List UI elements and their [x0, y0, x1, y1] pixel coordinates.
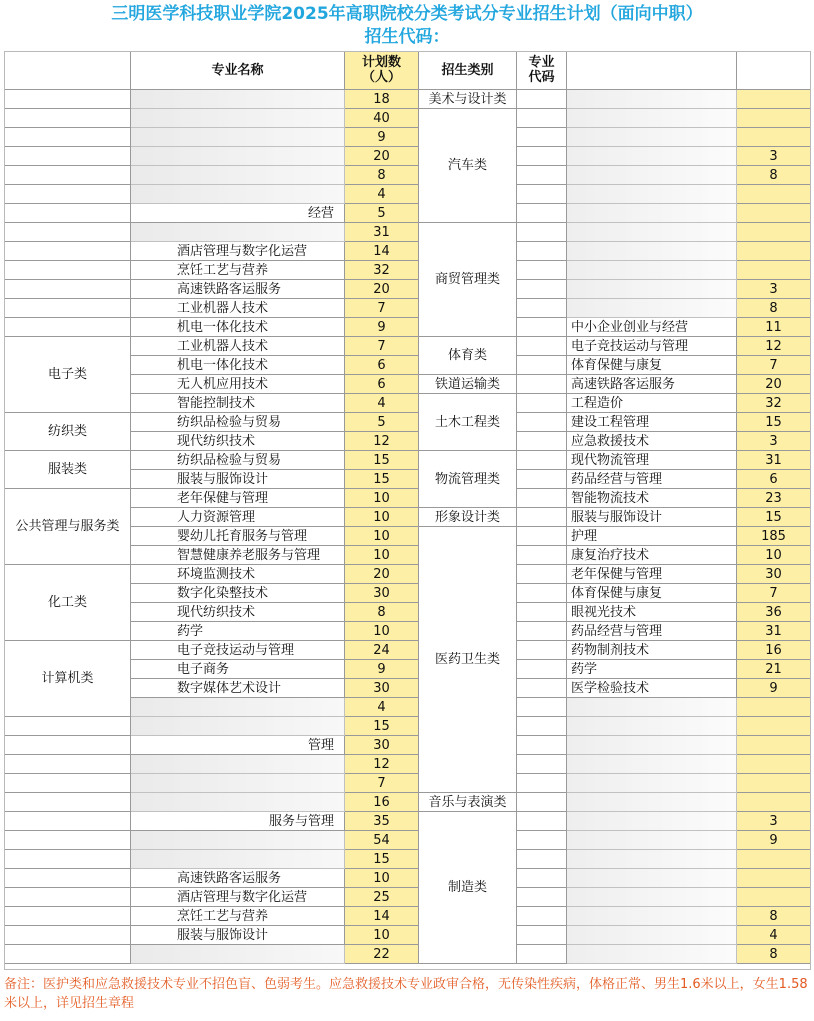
- table-row-right-plan: [737, 736, 810, 755]
- table-row-right-plan: 3: [737, 147, 810, 166]
- table-row-right-plan: [737, 850, 810, 869]
- table-row-plan: 5: [345, 204, 419, 223]
- table-row-right-major: 建设工程管理: [567, 413, 737, 432]
- table-row-major: [131, 166, 345, 185]
- table-row-code: [517, 717, 567, 736]
- table-row-code: [517, 736, 567, 755]
- table-row-right-plan: [737, 90, 810, 109]
- table-row-right-major: [567, 717, 737, 736]
- left-category-cell: [5, 793, 131, 812]
- table-row-plan: 30: [345, 736, 419, 755]
- table-row-plan: 6: [345, 375, 419, 394]
- table-row-major: [131, 185, 345, 204]
- left-category-cell: [5, 926, 131, 945]
- table-row-right-plan: 8: [737, 166, 810, 185]
- table-row-right-plan: [737, 185, 810, 204]
- table-row-major: 工业机器人技术: [131, 337, 345, 356]
- table-row-code: [517, 242, 567, 261]
- right-category-cell: 医药卫生类: [419, 527, 517, 793]
- table-row-right-plan: 21: [737, 660, 810, 679]
- table-row-code: [517, 945, 567, 964]
- left-category-cell: [5, 166, 131, 185]
- table-row-code: [517, 90, 567, 109]
- table-row-major: 服装与服饰设计: [131, 470, 345, 489]
- table-row-major: 高速铁路客运服务: [131, 869, 345, 888]
- table-row-code: [517, 888, 567, 907]
- table-row-right-major: 体育保健与康复: [567, 584, 737, 603]
- table-row-right-plan: 9: [737, 679, 810, 698]
- table-row-right-major: [567, 812, 737, 831]
- table-row-major: 数字化染整技术: [131, 584, 345, 603]
- table-row-code: [517, 261, 567, 280]
- table-row-code: [517, 622, 567, 641]
- table-row-plan: 35: [345, 812, 419, 831]
- left-category-cell: [5, 717, 131, 736]
- table-row-right-plan: 185: [737, 527, 810, 546]
- table-row-major: 纺织品检验与贸易: [131, 451, 345, 470]
- table-row-major: [131, 698, 345, 717]
- table-row-right-major: 中小企业创业与经营: [567, 318, 737, 337]
- left-category-cell: [5, 90, 131, 109]
- table-row-code: [517, 204, 567, 223]
- table-row-code: [517, 318, 567, 337]
- table-row-right-plan: [737, 774, 810, 793]
- table-row-major: [131, 945, 345, 964]
- page-title: 三明医学科技职业学院2025年高职院校分类考试分专业招生计划（面向中职）: [111, 4, 703, 24]
- table-row-code: [517, 489, 567, 508]
- left-category-cell: [5, 774, 131, 793]
- table-row-plan: 40: [345, 109, 419, 128]
- table-row-major: [131, 109, 345, 128]
- table-row-major: [131, 831, 345, 850]
- table-row-code: [517, 451, 567, 470]
- table-row-code: [517, 185, 567, 204]
- table-row-plan: 20: [345, 280, 419, 299]
- table-row-major: [131, 774, 345, 793]
- left-category-cell: [5, 812, 131, 831]
- table-row-right-plan: [737, 204, 810, 223]
- right-category-cell: 音乐与表演类: [419, 793, 517, 812]
- table-row-major: 经营: [131, 204, 345, 223]
- table-row-right-plan: 11: [737, 318, 810, 337]
- table-row-major: [131, 850, 345, 869]
- table-row-code: [517, 147, 567, 166]
- table-row-plan: 25: [345, 888, 419, 907]
- table-row-right-plan: 8: [737, 299, 810, 318]
- table-row-right-plan: 4: [737, 926, 810, 945]
- table-row-right-major: [567, 831, 737, 850]
- left-category-cell: 公共管理与服务类: [5, 489, 131, 565]
- table-row-code: [517, 812, 567, 831]
- table-row-code: [517, 280, 567, 299]
- table-row-right-plan: 3: [737, 812, 810, 831]
- table-row-major: [131, 128, 345, 147]
- table-row-major: 高速铁路客运服务: [131, 280, 345, 299]
- table-row-plan: 4: [345, 185, 419, 204]
- table-row-major: 酒店管理与数字化运营: [131, 242, 345, 261]
- table-row-plan: 18: [345, 90, 419, 109]
- right-category-cell: 商贸管理类: [419, 223, 517, 337]
- table-row-right-plan: 10: [737, 546, 810, 565]
- header-blank: [5, 52, 131, 90]
- table-row-code: [517, 679, 567, 698]
- table-row-code: [517, 299, 567, 318]
- table-row-plan: 15: [345, 451, 419, 470]
- table-row-right-major: 药物制剂技术: [567, 641, 737, 660]
- table-row-right-plan: 30: [737, 565, 810, 584]
- table-row-right-plan: 3: [737, 280, 810, 299]
- table-row-major: 管理: [131, 736, 345, 755]
- right-category-cell: 美术与设计类: [419, 90, 517, 109]
- table-row-major: 机电一体化技术: [131, 318, 345, 337]
- table-row-code: [517, 109, 567, 128]
- table-row-right-major: [567, 128, 737, 147]
- table-row-major: 电子商务: [131, 660, 345, 679]
- table-row-plan: 54: [345, 831, 419, 850]
- table-row-right-major: 电子竞技运动与管理: [567, 337, 737, 356]
- table-row-plan: 9: [345, 660, 419, 679]
- table-row-code: [517, 793, 567, 812]
- header-right-plan: [737, 52, 810, 90]
- right-category-cell: 土木工程类: [419, 394, 517, 451]
- table-row-plan: 9: [345, 128, 419, 147]
- table-row-major: 烹饪工艺与营养: [131, 907, 345, 926]
- table-row-right-major: [567, 736, 737, 755]
- table-row-code: [517, 470, 567, 489]
- table-row-right-major: [567, 888, 737, 907]
- left-category-cell: 计算机类: [5, 641, 131, 717]
- table-row-code: [517, 774, 567, 793]
- table-row-right-major: 应急救援技术: [567, 432, 737, 451]
- header-code: [517, 52, 567, 90]
- table-row-right-major: [567, 793, 737, 812]
- table-row-right-major: [567, 907, 737, 926]
- table-row-code: [517, 584, 567, 603]
- table-row-right-major: 药品经营与管理: [567, 470, 737, 489]
- header-code-line1: 专业: [528, 55, 555, 70]
- table-row-major: 纺织品检验与贸易: [131, 413, 345, 432]
- table-row-code: [517, 641, 567, 660]
- table-row-right-major: [567, 90, 737, 109]
- left-category-cell: [5, 318, 131, 337]
- table-row-right-major: [567, 147, 737, 166]
- right-category-cell: 汽车类: [419, 109, 517, 223]
- table-row-right-major: [567, 755, 737, 774]
- table-row-plan: 31: [345, 223, 419, 242]
- table-row-right-plan: [737, 109, 810, 128]
- table-row-code: [517, 128, 567, 147]
- table-row-major: 工业机器人技术: [131, 299, 345, 318]
- table-row-right-plan: [737, 223, 810, 242]
- table-row-right-plan: 15: [737, 508, 810, 527]
- right-category-cell: 物流管理类: [419, 451, 517, 508]
- left-category-cell: [5, 736, 131, 755]
- table-row-right-major: 智能物流技术: [567, 489, 737, 508]
- right-category-cell: 制造类: [419, 812, 517, 964]
- table-row-plan: 32: [345, 261, 419, 280]
- table-row-major: 现代纺织技术: [131, 603, 345, 622]
- table-row-code: [517, 337, 567, 356]
- table-row-major: 酒店管理与数字化运营: [131, 888, 345, 907]
- table-row-right-plan: 8: [737, 945, 810, 964]
- table-row-code: [517, 565, 567, 584]
- table-row-plan: 8: [345, 603, 419, 622]
- table-row-code: [517, 527, 567, 546]
- table-row-major: [131, 717, 345, 736]
- table-row-right-major: 高速铁路客运服务: [567, 375, 737, 394]
- left-category-cell: [5, 261, 131, 280]
- table-row-right-major: 康复治疗技术: [567, 546, 737, 565]
- table-row-right-major: 药品经营与管理: [567, 622, 737, 641]
- table-row-right-plan: 36: [737, 603, 810, 622]
- table-row-major: 智能控制技术: [131, 394, 345, 413]
- table-row-right-plan: 31: [737, 622, 810, 641]
- table-row-right-major: 体育保健与康复: [567, 356, 737, 375]
- left-category-cell: [5, 223, 131, 242]
- table-row-plan: 10: [345, 926, 419, 945]
- table-row-major: 服装与服饰设计: [131, 926, 345, 945]
- table-row-plan: 5: [345, 413, 419, 432]
- table-row-right-major: [567, 945, 737, 964]
- footnote: 备注：医护类和应急救援技术专业不招色盲、色弱考生。应急救援技术专业政审合格，无传染性疾病，体格正常、男生1.6米以上，女生1.58米以上，详见招生章程: [4, 977, 808, 1011]
- table-row-code: [517, 394, 567, 413]
- table-row-right-plan: 12: [737, 337, 810, 356]
- left-category-cell: 电子类: [5, 337, 131, 413]
- table-row-major: [131, 223, 345, 242]
- table-row-major: 人力资源管理: [131, 508, 345, 527]
- table-row-code: [517, 375, 567, 394]
- table-row-code: [517, 432, 567, 451]
- table-row-code: [517, 166, 567, 185]
- table-row-code: [517, 508, 567, 527]
- table-row-plan: 10: [345, 622, 419, 641]
- table-row-right-major: [567, 185, 737, 204]
- table-row-right-major: [567, 204, 737, 223]
- table-row-plan: 7: [345, 337, 419, 356]
- table-row-right-major: [567, 926, 737, 945]
- table-row-code: [517, 698, 567, 717]
- left-category-cell: [5, 242, 131, 261]
- table-row-right-plan: [737, 793, 810, 812]
- left-category-cell: 纺织类: [5, 413, 131, 451]
- header-major: 专业名称: [131, 52, 345, 90]
- table-row-right-major: [567, 774, 737, 793]
- table-row-right-plan: 9: [737, 831, 810, 850]
- left-category-cell: 服装类: [5, 451, 131, 489]
- table-row-right-plan: 8: [737, 907, 810, 926]
- table-row-plan: 20: [345, 147, 419, 166]
- left-category-cell: [5, 945, 131, 964]
- table-row-right-plan: [737, 698, 810, 717]
- table-row-plan: 30: [345, 584, 419, 603]
- table-row-right-plan: 7: [737, 584, 810, 603]
- table-row-right-plan: 7: [737, 356, 810, 375]
- table-row-plan: 20: [345, 565, 419, 584]
- table-row-right-major: [567, 850, 737, 869]
- table-row-right-major: [567, 280, 737, 299]
- right-category-cell: 体育类: [419, 337, 517, 375]
- left-category-cell: [5, 755, 131, 774]
- table-row-right-major: [567, 109, 737, 128]
- table-row-right-major: [567, 166, 737, 185]
- table-row-right-major: [567, 869, 737, 888]
- table-row-right-plan: [737, 128, 810, 147]
- table-row-code: [517, 869, 567, 888]
- table-row-code: [517, 755, 567, 774]
- table-row-right-plan: 16: [737, 641, 810, 660]
- table-row-right-plan: [737, 888, 810, 907]
- left-category-cell: [5, 850, 131, 869]
- left-category-cell: [5, 185, 131, 204]
- table-row-major: [131, 793, 345, 812]
- table-row-major: 烹饪工艺与营养: [131, 261, 345, 280]
- left-category-cell: [5, 204, 131, 223]
- table-row-plan: 10: [345, 508, 419, 527]
- right-category-cell: 铁道运输类: [419, 375, 517, 394]
- table-row-plan: 16: [345, 793, 419, 812]
- table-row-major: 婴幼儿托育服务与管理: [131, 527, 345, 546]
- table-row-major: 智慧健康养老服务与管理: [131, 546, 345, 565]
- table-row-plan: 10: [345, 527, 419, 546]
- table-row-major: 机电一体化技术: [131, 356, 345, 375]
- table-row-plan: 30: [345, 679, 419, 698]
- table-row-right-plan: 20: [737, 375, 810, 394]
- header-code-line2: 代码: [528, 70, 555, 85]
- table-row-plan: 4: [345, 394, 419, 413]
- table-row-right-plan: [737, 717, 810, 736]
- table-row-right-plan: 3: [737, 432, 810, 451]
- left-category-cell: [5, 869, 131, 888]
- table-row-major: 无人机应用技术: [131, 375, 345, 394]
- table-row-plan: 15: [345, 717, 419, 736]
- header-plan-line2: （人）: [361, 70, 401, 85]
- table-row-major: 数字媒体艺术设计: [131, 679, 345, 698]
- table-row-right-major: 现代物流管理: [567, 451, 737, 470]
- table-row-plan: 12: [345, 755, 419, 774]
- table-row-plan: 24: [345, 641, 419, 660]
- table-row-right-major: 医学检验技术: [567, 679, 737, 698]
- table-row-major: 老年保健与管理: [131, 489, 345, 508]
- table-row-plan: 15: [345, 470, 419, 489]
- table-row-right-major: 工程造价: [567, 394, 737, 413]
- table-row-major: 电子竞技运动与管理: [131, 641, 345, 660]
- right-category-cell: 形象设计类: [419, 508, 517, 527]
- table-row-right-plan: 23: [737, 489, 810, 508]
- table-row-code: [517, 546, 567, 565]
- table-row-right-plan: 6: [737, 470, 810, 489]
- table-row-plan: 4: [345, 698, 419, 717]
- table-row-code: [517, 907, 567, 926]
- table-row-plan: 9: [345, 318, 419, 337]
- table-row-major: [131, 147, 345, 166]
- table-row-code: [517, 926, 567, 945]
- left-category-cell: [5, 299, 131, 318]
- table-row-plan: 14: [345, 907, 419, 926]
- table-row-plan: 22: [345, 945, 419, 964]
- table-row-right-plan: [737, 869, 810, 888]
- table-row-plan: 15: [345, 850, 419, 869]
- table-row-plan: 10: [345, 489, 419, 508]
- table-row-right-plan: [737, 242, 810, 261]
- left-category-cell: [5, 907, 131, 926]
- table-row-code: [517, 413, 567, 432]
- table-row-major: 环境监测技术: [131, 565, 345, 584]
- table-row-plan: 10: [345, 546, 419, 565]
- table-row-plan: 12: [345, 432, 419, 451]
- table-row-code: [517, 603, 567, 622]
- table-row-right-plan: [737, 755, 810, 774]
- table-row-code: [517, 850, 567, 869]
- table-row-right-plan: 31: [737, 451, 810, 470]
- table-row-right-plan: 15: [737, 413, 810, 432]
- table-row-right-major: [567, 261, 737, 280]
- table-row-code: [517, 831, 567, 850]
- table-row-major: [131, 90, 345, 109]
- left-category-cell: [5, 280, 131, 299]
- header-plan-line1: 计划数: [361, 55, 401, 70]
- table-row-right-major: 眼视光技术: [567, 603, 737, 622]
- table-row-right-major: [567, 223, 737, 242]
- table-row-right-plan: 32: [737, 394, 810, 413]
- table-row-right-plan: [737, 261, 810, 280]
- table-row-right-major: 护理: [567, 527, 737, 546]
- table-row-major: 服务与管理: [131, 812, 345, 831]
- recruit-code-label: 招生代码：: [364, 27, 450, 47]
- table-row-plan: 14: [345, 242, 419, 261]
- table-row-plan: 6: [345, 356, 419, 375]
- left-category-cell: [5, 888, 131, 907]
- header-right-major: [567, 52, 737, 90]
- left-category-cell: [5, 109, 131, 128]
- table-row-right-major: [567, 299, 737, 318]
- table-row-right-major: 服装与服饰设计: [567, 508, 737, 527]
- table-row-code: [517, 356, 567, 375]
- table-row-code: [517, 660, 567, 679]
- table-row-plan: 7: [345, 774, 419, 793]
- table-row-major: 现代纺织技术: [131, 432, 345, 451]
- table-row-major: 药学: [131, 622, 345, 641]
- table-row-right-major: [567, 698, 737, 717]
- table-row-right-major: 老年保健与管理: [567, 565, 737, 584]
- left-category-cell: [5, 831, 131, 850]
- enrollment-plan-table: [4, 51, 811, 970]
- table-row-code: [517, 223, 567, 242]
- table-row-plan: 8: [345, 166, 419, 185]
- table-row-right-major: 药学: [567, 660, 737, 679]
- table-row-right-major: [567, 242, 737, 261]
- left-category-cell: [5, 128, 131, 147]
- table-row-plan: 10: [345, 869, 419, 888]
- header-category: 招生类别: [419, 52, 517, 90]
- table-row-major: [131, 755, 345, 774]
- left-category-cell: [5, 147, 131, 166]
- header-plan: [345, 52, 419, 90]
- left-category-cell: 化工类: [5, 565, 131, 641]
- table-row-plan: 7: [345, 299, 419, 318]
